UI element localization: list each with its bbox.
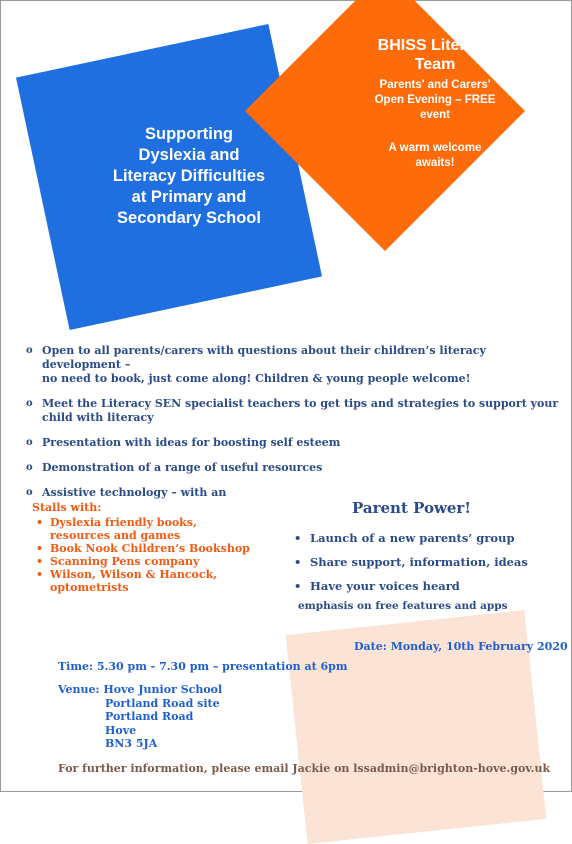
event-subtitle-line: Open Evening – FREE xyxy=(374,94,496,106)
headline-line: at Primary and xyxy=(131,188,247,206)
venue-line: Portland Road xyxy=(105,710,194,723)
venue-line: Venue: Hove Junior School xyxy=(58,683,223,696)
event-time: Time: 5.30 pm - 7.30 pm – presentation at 6pm xyxy=(58,660,348,673)
event-highlights-list xyxy=(20,344,568,511)
headline-line: Supporting xyxy=(145,125,233,143)
stall-item-line: • Wilson, Wilson & Hancock, xyxy=(50,568,218,581)
circle-bullet-icon: o xyxy=(26,437,33,448)
stall-item xyxy=(34,542,284,555)
circle-bullet-icon: o xyxy=(26,398,33,409)
circle-bullet-icon: o xyxy=(26,487,33,498)
venue-line: BN3 5JA xyxy=(105,737,158,750)
stall-item-line: • Scanning Pens company xyxy=(50,555,200,568)
event-headline xyxy=(92,124,286,229)
venue-line: Hove xyxy=(105,723,137,737)
parent-power-note: emphasis on free features and apps xyxy=(298,600,508,612)
list-item xyxy=(20,344,568,386)
stalls-heading: Stalls with: xyxy=(32,501,102,514)
event-venue xyxy=(58,683,222,751)
headline-line: Secondary School xyxy=(117,209,261,227)
list-item-line: no need to book, just come along! Children & young people welcome! xyxy=(42,372,471,385)
list-item-line: Demonstration of a range of useful resources xyxy=(42,461,323,474)
team-title-line: Team xyxy=(414,56,456,73)
list-item xyxy=(20,461,568,475)
stall-item-line: resources and games xyxy=(50,529,181,542)
parent-power-item: • Launch of a new parents’ group xyxy=(292,531,562,545)
team-title-line: BHISS Literacy xyxy=(377,37,493,54)
parent-power-title: Parent Power! xyxy=(352,499,471,517)
list-item xyxy=(20,486,568,500)
event-subtitle-line: Parents' and Carers' xyxy=(379,79,491,91)
circle-bullet-icon: o xyxy=(26,462,33,473)
stall-item xyxy=(34,568,284,594)
stall-item xyxy=(34,516,284,542)
venue-line: Portland Road site xyxy=(105,696,220,710)
list-item xyxy=(20,397,568,425)
list-item xyxy=(20,436,568,450)
list-item-line: child with literacy xyxy=(42,411,154,424)
event-subtitle xyxy=(350,78,520,123)
event-date: Date: Monday, 10th February 2020 xyxy=(354,640,568,653)
parent-power-list xyxy=(292,531,562,603)
stall-item-line: • Dyslexia friendly books, xyxy=(50,516,197,529)
contact-footer: For further information, please email Jackie on lssadmin@brighton-hove.gov.uk xyxy=(58,762,551,775)
circle-bullet-icon: o xyxy=(26,345,33,356)
parent-power-item: • Have your voices heard xyxy=(292,579,562,593)
headline-line: Literacy Difficulties xyxy=(112,167,266,185)
welcome-line: awaits! xyxy=(415,157,455,169)
list-item-line: Open to all parents/carers with questions about their children’s literacy development – xyxy=(42,344,486,371)
stall-item-line: • Book Nook Children’s Bookshop xyxy=(50,542,250,555)
list-item-line: Assistive technology – with an xyxy=(42,486,227,499)
stall-item-line: optometrists xyxy=(50,581,129,594)
stalls-list xyxy=(34,516,284,594)
event-subtitle-line: event xyxy=(419,109,451,121)
parent-power-item: • Share support, information, ideas xyxy=(292,555,562,569)
welcome-line: A warm welcome xyxy=(388,142,482,154)
stall-item xyxy=(34,555,284,568)
list-item-line: Meet the Literacy SEN specialist teachers to get tips and strategies to support your xyxy=(42,397,559,410)
headline-line: Dyslexia and xyxy=(138,146,240,164)
list-item-line: Presentation with ideas for boosting self esteem xyxy=(42,436,341,449)
welcome-message xyxy=(350,141,520,171)
team-title xyxy=(350,36,520,74)
